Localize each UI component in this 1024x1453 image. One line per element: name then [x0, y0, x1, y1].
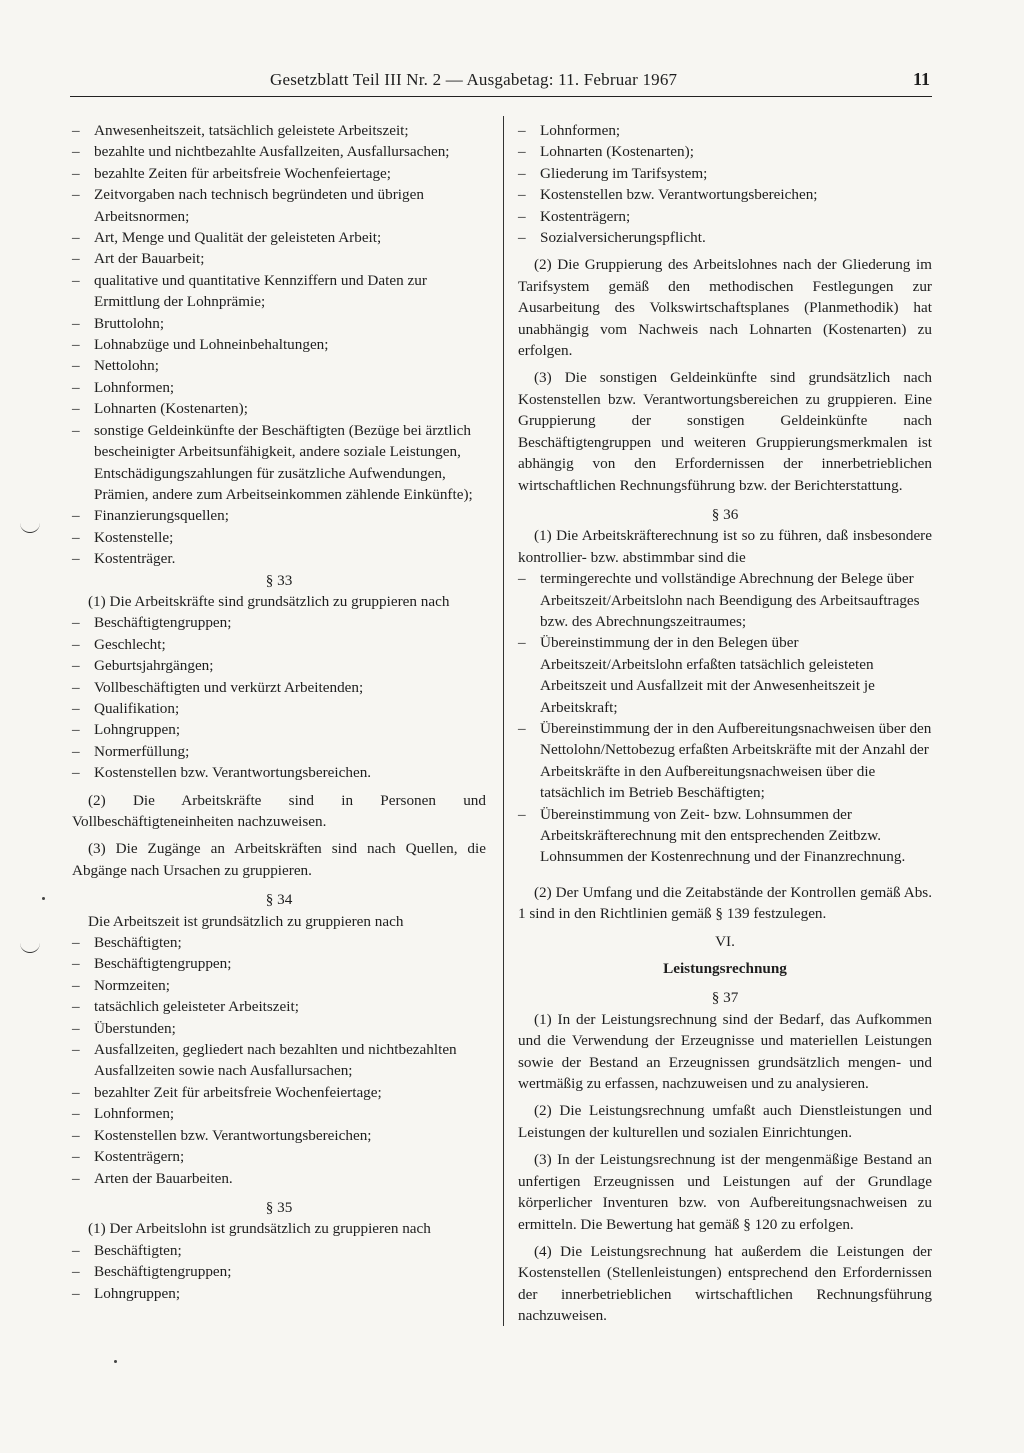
ink-speck [42, 897, 45, 900]
section-heading-35: § 35 [265, 1198, 293, 1216]
ink-speck [114, 1360, 117, 1363]
list-item: – Beschäftigtengruppen; [72, 953, 486, 974]
left-column [72, 120, 486, 1304]
list-item: – qualitative und quantitative Kennziffern und Daten zur Ermittlung der Lohnprämie; [72, 270, 486, 313]
list-item: – Kostenstellen bzw. Verantwortungsbereichen; [518, 184, 932, 205]
list-item: – Lohnarten (Kostenarten); [72, 398, 486, 419]
paragraph: (2) Der Umfang und die Zeitabstände der Kontrollen gemäß Abs. 1 sind in den Richtlinien gemäß § 139 festzulegen. [518, 883, 932, 923]
list-item: – Lohngruppen; [72, 1283, 486, 1304]
list-item: – Beschäftigten; [72, 1240, 486, 1261]
list-item: – Lohnabzüge und Lohneinbehaltungen; [72, 334, 486, 355]
list-item: – bezahlter Zeit für arbeitsfreie Wochenfeiertage; [72, 1082, 486, 1103]
control-list-36 [518, 568, 932, 868]
list-item: – Übereinstimmung der in den Aufbereitungsnachweisen über den Nettolohn/Nettobezug erfaßten Arbeitskräfte mit der Anzahl der Arbeitskräfte in den Aufbereitungsnachweisen über die tatsächlich im Betrieb Beschäftigten; [518, 718, 932, 804]
list-item: – Kostenträgern; [72, 1146, 486, 1167]
column-divider [503, 116, 504, 1326]
list-item: – Kostenstellen bzw. Verantwortungsbereichen; [72, 1125, 486, 1146]
paragraph: (1) Der Arbeitslohn ist grundsätzlich zu gruppieren nach [88, 1220, 431, 1238]
page-header [70, 70, 932, 97]
grouping-list-35 [72, 1240, 486, 1304]
section-heading-37: § 37 [711, 989, 739, 1007]
list-item: – Art, Menge und Qualität der geleisteten Arbeit; [72, 227, 486, 248]
list-item: – Arten der Bauarbeiten. [72, 1168, 486, 1189]
list-item: – Normerfüllung; [72, 741, 486, 762]
list-item: – Art der Bauarbeit; [72, 248, 486, 269]
paragraph: (3) In der Leistungsrechnung ist der mengenmäßige Bestand an unfertigen Erzeugnissen und Leistungen auf der Grundlage körperlicher Inventuren bzw. von Aufbereitungsnachweisen zu ermitteln. Die Bewertung hat gemäß § 120 zu erfolgen. [518, 1151, 932, 1233]
list-item: – Kostenträger. [72, 548, 486, 569]
paragraph: (4) Die Leistungsrechnung hat außerdem die Leistungen der Kostenstellen (Stellenleistungen) entsprechend den Erfordernissen der innerbetrieblichen wirtschaftlichen Rechnungsführung nachzuweisen. [518, 1242, 932, 1325]
list-item: – Lohnformen; [518, 120, 932, 141]
section-heading-33: § 33 [265, 571, 293, 589]
margin-mark [20, 940, 40, 953]
grouping-list-33 [72, 612, 486, 783]
list-item: – Lohnformen; [72, 377, 486, 398]
list-item: – Nettolohn; [72, 355, 486, 376]
list-item: – Finanzierungsquellen; [72, 505, 486, 526]
list-item: – Überstunden; [72, 1018, 486, 1039]
section-heading-36: § 36 [711, 505, 739, 523]
list-item: – termingerechte und vollständige Abrechnung der Belege über Arbeitszeit/Arbeitslohn nach Beendigung des Arbeitsauftrages bzw. des Abrechnungszeitraumes; [518, 568, 932, 632]
list-item: – tatsächlich geleisteter Arbeitszeit; [72, 996, 486, 1017]
paragraph: Die Arbeitszeit ist grundsätzlich zu gruppieren nach [88, 912, 404, 930]
paragraph: (1) Die Arbeitskräfterechnung ist so zu führen, daß insbesondere kontrollier- bzw. abstimmbar sind die [518, 527, 932, 566]
paragraph: (2) Die Arbeitskräfte sind in Personen und Vollbeschäftigteneinheiten nachzuweisen. [72, 791, 486, 830]
list-item: – Geschlecht; [72, 634, 486, 655]
right-column [518, 120, 932, 1327]
list-item: – Gliederung im Tarifsystem; [518, 163, 932, 184]
margin-mark [20, 520, 40, 533]
list-item: – Übereinstimmung von Zeit- bzw. Lohnsummen der Arbeitskräfterechnung mit den entsprechenden Zeitbzw. Lohnsummen der Kostenrechnung und der Finanzrechnung. [518, 804, 932, 868]
list-item: – Beschäftigtengruppen; [72, 612, 486, 633]
header-title: Gesetzblatt Teil III Nr. 2 — Ausgabetag: 11. Februar 1967 [270, 70, 678, 89]
list-item: – Normzeiten; [72, 975, 486, 996]
list-item: – Sozialversicherungspflicht. [518, 227, 932, 248]
list-item: – sonstige Geldeinkünfte der Beschäftigten (Bezüge bei ärztlich bescheinigter Arbeitsunfähigkeit, andere soziale Leistungen, Entschädigungszahlungen für zusätzliche Aufwendungen, Prämien, andere zum Arbeitseinkommen zählende Einkünfte); [72, 420, 486, 506]
paragraph: (2) Die Gruppierung des Arbeitslohnes nach der Gliederung im Tarifsystem gemäß den methodischen Festlegungen zur Ausarbeitung des Volkswirtschaftsplanes (Planmethodik) hat unabhängig vom Nachweis nach Lohnarten (Kostenarten) zu erfolgen. [518, 256, 932, 360]
list-item: – Beschäftigtengruppen; [72, 1261, 486, 1282]
list-item: – Zeitvorgaben nach technisch begründeten und übrigen Arbeitsnormen; [72, 184, 486, 227]
list-item: – Qualifikation; [72, 698, 486, 719]
paragraph: (3) Die sonstigen Geldeinkünfte sind grundsätzlich nach Kostenstellen bzw. Verantwortungsbereichen zu gruppieren. Eine Gruppierung der sonstigen Geldeinkünfte nach Beschäftigtengruppen und weiteren Gruppierungsmerkmalen ist abhängig von den Erfordernissen der innerbetrieblichen wirtschaftlichen Rechnungsführung bzw. der Berichterstattung. [518, 369, 932, 494]
grouping-list-34 [72, 932, 486, 1189]
section-heading-34: § 34 [265, 891, 293, 909]
list-item: – Beschäftigten; [72, 932, 486, 953]
list-item: – Kostenstelle; [72, 527, 486, 548]
list-item: – bezahlte Zeiten für arbeitsfreie Wochenfeiertage; [72, 163, 486, 184]
chapter-title: Leistungsrechnung [663, 960, 787, 978]
list-item: – Kostenstellen bzw. Verantwortungsbereichen. [72, 762, 486, 783]
paragraph: (3) Die Zugänge an Arbeitskräften sind nach Quellen, die Abgänge nach Ursachen zu gruppieren. [72, 840, 486, 879]
list-item: – Anwesenheitszeit, tatsächlich geleistete Arbeitszeit; [72, 120, 486, 141]
list-item: – Lohngruppen; [72, 719, 486, 740]
list-item: – Lohnarten (Kostenarten); [518, 141, 932, 162]
paragraph: (1) In der Leistungsrechnung sind der Bedarf, das Aufkommen und die Verwendung der Erzeugnisse und materiellen Leistungen sowie der Bestand an Erzeugnissen grundsätzlich mengen- und wertmäßig zu erfassen, nachzuweisen und zu analysieren. [518, 1010, 932, 1093]
list-item: – Ausfallzeiten, gegliedert nach bezahlten und nichtbezahlten Ausfallzeiten sowie nach Ausfallursachen; [72, 1039, 486, 1082]
paragraph: (1) Die Arbeitskräfte sind grundsätzlich zu gruppieren nach [88, 592, 450, 610]
chapter-number: VI. [715, 932, 735, 950]
list-item: – Übereinstimmung der in den Belegen über Arbeitszeit/Arbeitslohn erfaßten tatsächlich geleisteten Arbeitszeit und Ausfallzeit mit der Anwesenheitszeit je Arbeitskraft; [518, 632, 932, 718]
list-item: – Bruttolohn; [72, 313, 486, 334]
page-number: 11 [912, 69, 930, 89]
record-list [72, 120, 486, 570]
list-item: – Kostenträgern; [518, 206, 932, 227]
list-item: – Lohnformen; [72, 1103, 486, 1124]
list-item: – Geburtsjahrgängen; [72, 655, 486, 676]
list-item: – bezahlte und nichtbezahlte Ausfallzeiten, Ausfallursachen; [72, 141, 486, 162]
list-item: – Vollbeschäftigten und verkürzt Arbeitenden; [72, 677, 486, 698]
grouping-list-35-continued [518, 120, 932, 248]
paragraph: (2) Die Leistungsrechnung umfaßt auch Dienstleistungen und Leistungen der kulturellen und sozialen Einrichtungen. [518, 1102, 932, 1141]
